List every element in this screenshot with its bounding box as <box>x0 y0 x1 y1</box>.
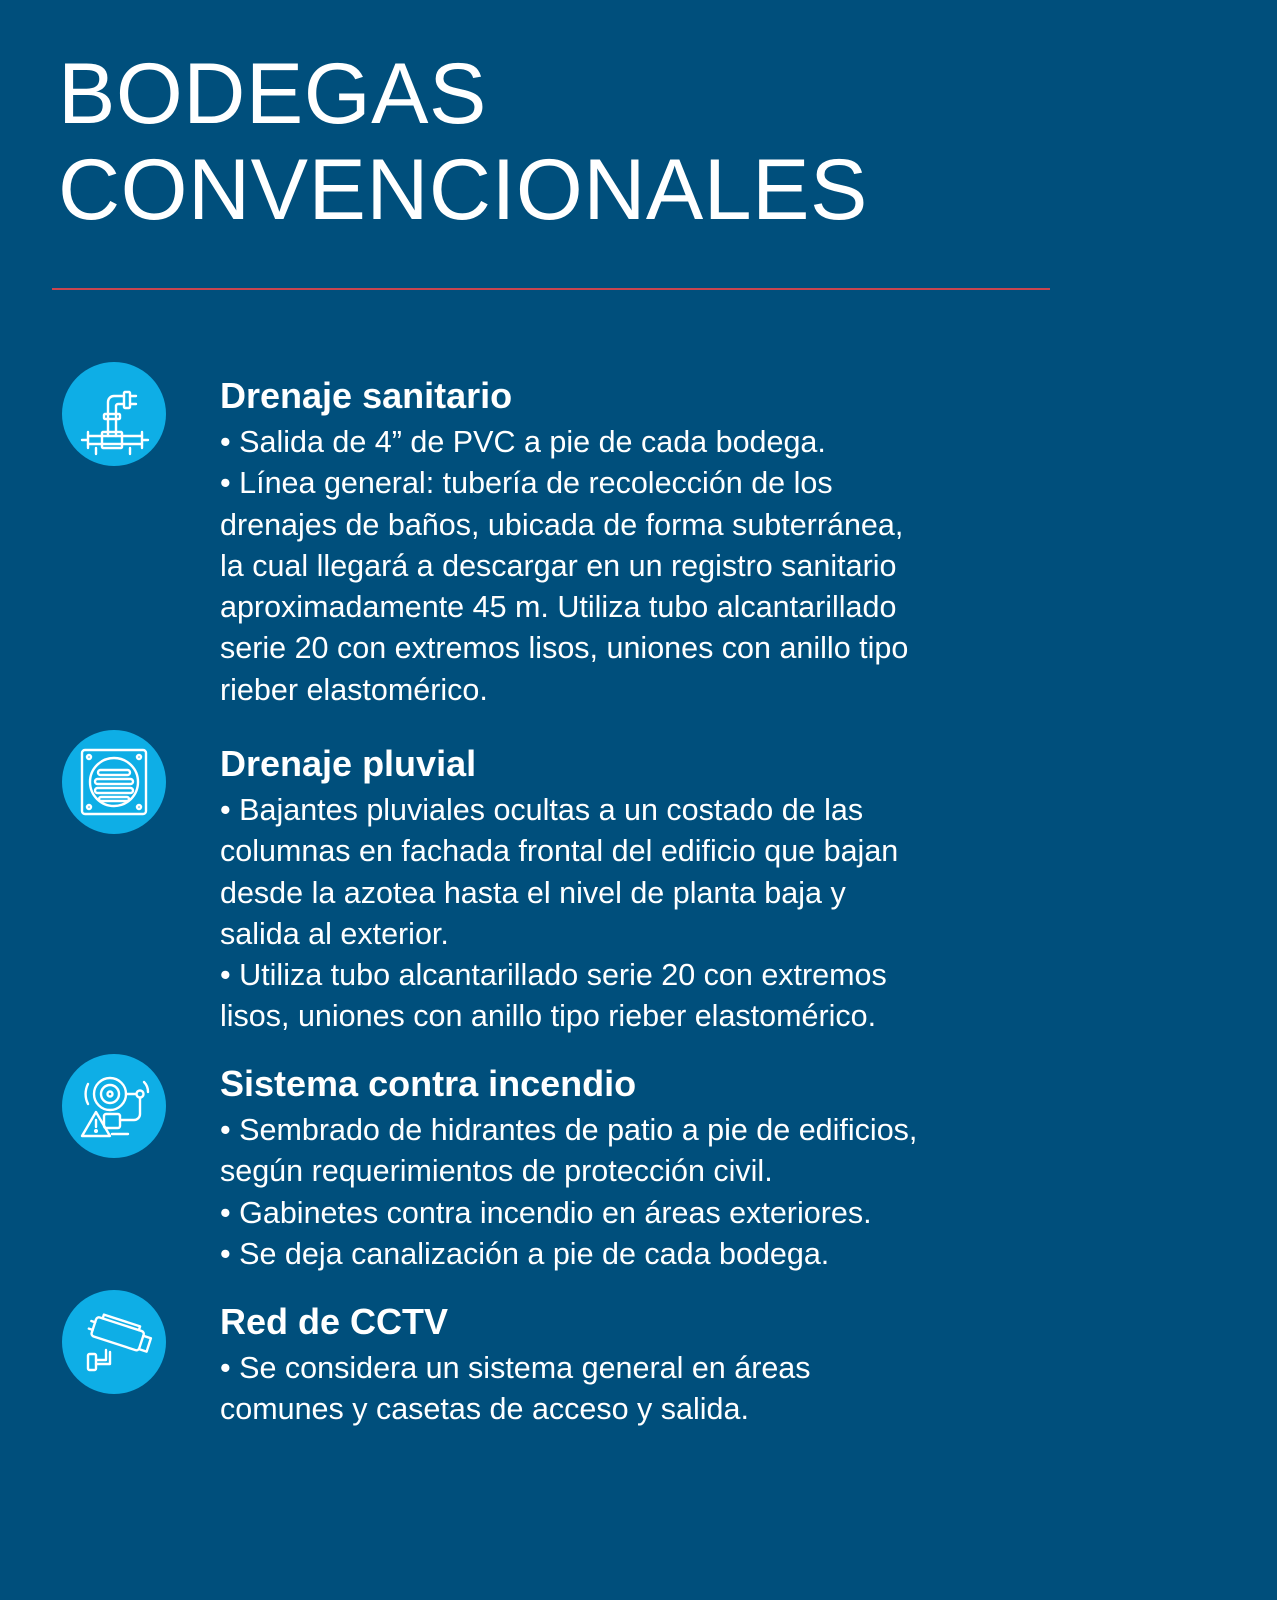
section-heading: Drenaje pluvial <box>220 743 477 784</box>
section-heading: Red de CCTV <box>220 1301 449 1342</box>
section-line: • Bajantes pluviales ocultas a un costado de las <box>220 793 864 827</box>
section-line: según requerimientos de protección civil. <box>220 1154 773 1189</box>
section-line: • Utiliza tubo alcantarillado serie 20 con extremos <box>220 958 887 993</box>
drain-grate-icon <box>62 730 166 834</box>
section-line: • Salida de 4” de PVC a pie de cada bodega. <box>220 425 826 459</box>
page-title <box>58 46 868 238</box>
section-line: • Sembrado de hidrantes de patio a pie de edificios, <box>220 1113 918 1147</box>
pipe-icon <box>62 362 166 466</box>
section-line: serie 20 con extremos lisos, uniones con anillo tipo <box>220 631 909 666</box>
section-heading: Drenaje sanitario <box>220 375 513 416</box>
section-line: • Se deja canalización a pie de cada bodega. <box>220 1236 830 1271</box>
section-line: • Se considera un sistema general en áreas <box>220 1351 811 1385</box>
section-line: rieber elastomérico. <box>220 672 488 707</box>
section-line: salida al exterior. <box>220 916 449 951</box>
title-line-2: CONVENCIONALES <box>58 142 868 238</box>
section-line: comunes y casetas de acceso y salida. <box>220 1392 749 1427</box>
security-camera-icon <box>62 1290 166 1394</box>
section-heading: Sistema contra incendio <box>220 1063 637 1104</box>
section-line: • Gabinetes contra incendio en áreas exteriores. <box>220 1195 872 1230</box>
fire-alarm-bell-icon <box>62 1054 166 1158</box>
section-line: desde la azotea hasta el nivel de planta baja y <box>220 875 846 910</box>
section-line: drenajes de baños, ubicada de forma subterránea, <box>220 507 904 542</box>
section-line: la cual llegará a descargar en un registro sanitario <box>220 548 897 583</box>
section-line: columnas en fachada frontal del edificio que bajan <box>220 834 899 869</box>
title-line-1: BODEGAS <box>58 46 487 142</box>
section-line: aproximadamente 45 m. Utiliza tubo alcantarillado <box>220 590 897 625</box>
section-line: lisos, uniones con anillo tipo rieber elastomérico. <box>220 999 877 1034</box>
section-line: • Línea general: tubería de recolección de los <box>220 466 833 501</box>
title-divider <box>52 288 1050 290</box>
